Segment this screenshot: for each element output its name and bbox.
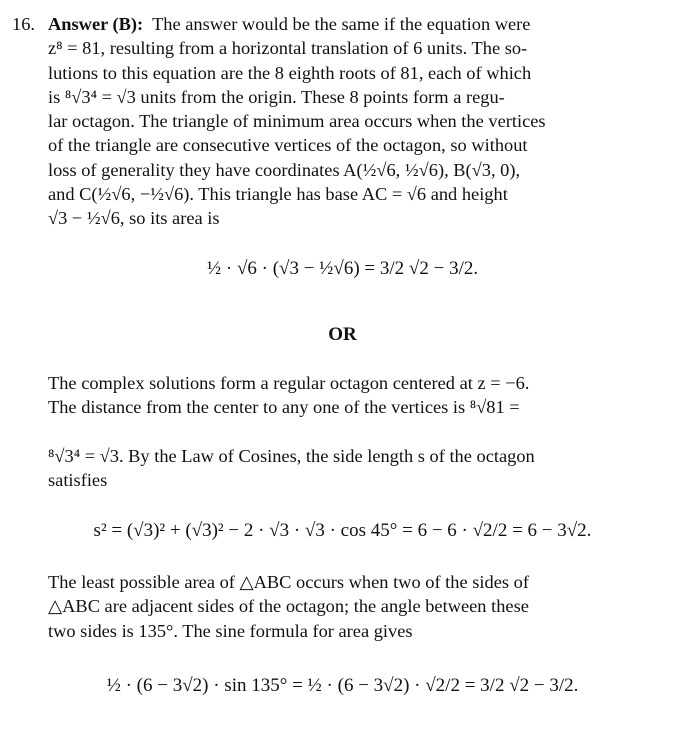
eq3-text: ½ · (6 − 3√2) · sin 135° = ½ · (6 − 3√2) · √2/2 = 3/2 √2 − 3/2. — [106, 675, 579, 696]
p1-line9: √3 − ½√6, so its area is — [48, 208, 220, 229]
p2-line1: The complex solutions form a regular octagon centered at z = −6. — [48, 373, 530, 393]
p2-line2: The distance from the center to any one of the vertices is ⁸√81 = — [48, 397, 520, 418]
p1-line1: The answer would be the same if the equation were — [152, 14, 531, 34]
p1-line8: and C(½√6, −½√6). This triangle has base AC = √6 and height — [48, 184, 508, 205]
equation-sine-area — [0, 675, 685, 697]
equation-area-1 — [0, 258, 685, 280]
solution-paragraph-1 — [12, 12, 648, 231]
p1-line5: lar octagon. The triangle of minimum area occurs when the vertices — [48, 111, 546, 132]
or-separator: OR — [328, 324, 357, 345]
p2-line4: satisfies — [48, 470, 108, 491]
p3-line3: two sides is 135°. The sine formula for area gives — [48, 620, 413, 641]
p2-line3: ⁸√3⁴ = √3. By the Law of Cosines, the side length s of the octagon — [48, 446, 535, 466]
p1-line4: is ⁸√3⁴ = √3 units from the origin. These 8 points form a regu- — [48, 86, 505, 107]
p1-line3: lutions to this equation are the 8 eighth roots of 81, each of which — [48, 62, 532, 83]
p1-line7: loss of generality they have coordinates A(½√6, ½√6), B(√3, 0), — [48, 159, 521, 180]
p3-line1: The least possible area of △ABC occurs when two of the sides of — [48, 572, 529, 592]
equation-law-of-cosines — [0, 520, 685, 542]
solution-paragraph-2 — [48, 371, 648, 420]
p1-line2: z⁸ = 81, resulting from a horizontal translation of 6 units. The so- — [48, 38, 528, 59]
solution-paragraph-2b — [48, 444, 648, 493]
eq1-text: ½ · √6 · (√3 − ½√6) = 3/2 √2 − 3/2. — [206, 258, 479, 279]
p1-line6: of the triangle are consecutive vertices of the octagon, so without — [48, 135, 528, 156]
p3-line2: △ABC are adjacent sides of the octagon; the angle between these — [48, 596, 529, 617]
answer-label: Answer (B): — [48, 14, 144, 34]
solution-paragraph-3 — [48, 570, 648, 643]
eq2-text: s² = (√3)² + (√3)² − 2 · √3 · √3 · cos 45° = 6 − 6 · √2/2 = 6 − 3√2. — [93, 520, 592, 541]
problem-number: 16. — [12, 14, 35, 34]
